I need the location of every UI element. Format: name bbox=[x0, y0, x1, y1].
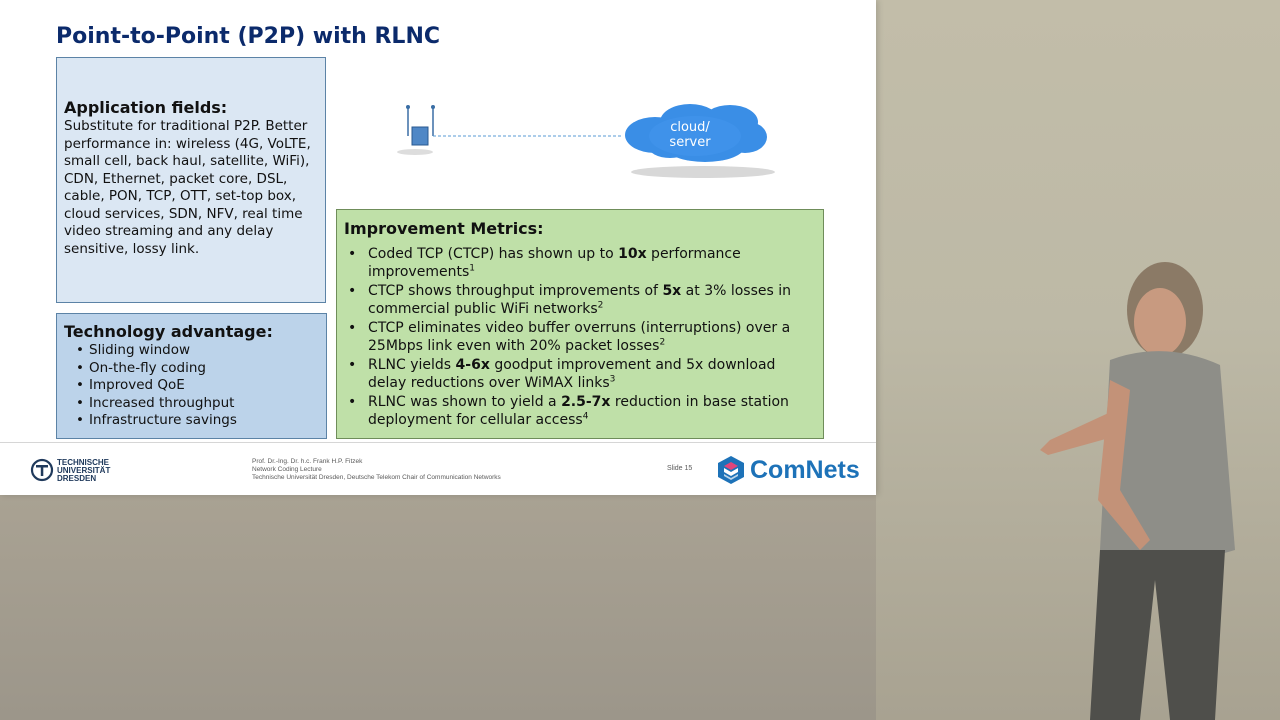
technology-advantage-box bbox=[56, 313, 327, 439]
list-item: • Sliding window bbox=[64, 342, 320, 360]
list-item: • RLNC was shown to yield a 2.5-7x reduction in base station deployment for cellular access$^4$ bbox=[344, 393, 815, 429]
application-heading: Application fields: bbox=[64, 98, 228, 117]
slide-number: Slide 15 bbox=[667, 465, 693, 472]
presentation-slide bbox=[0, 0, 876, 495]
projection-wall-below bbox=[0, 495, 876, 720]
list-item: • Infrastructure savings bbox=[64, 412, 320, 430]
comnets-brand: ComNets bbox=[750, 456, 860, 484]
list-item: • CTCP eliminates video buffer overruns (interruptions) over a 25Mbps link even with 20% packet losses$^2$ bbox=[344, 319, 815, 355]
university-line1: TECHNISCHE bbox=[57, 458, 110, 467]
slide-title: Point-to-Point (P2P) with RLNC bbox=[56, 24, 441, 49]
list-item: • Coded TCP (CTCP) has shown up to 10x performance improvements$^1$ bbox=[344, 245, 815, 281]
presenter-name: Prof. Dr.-Ing. Dr. h.c. Frank H.P. Fitzek bbox=[252, 458, 363, 465]
p2p-diagram-graphic bbox=[395, 100, 785, 190]
network-diagram bbox=[395, 100, 785, 190]
tu-dresden-logo-icon bbox=[30, 458, 54, 482]
list-item: • On-the-fly coding bbox=[64, 360, 320, 378]
lecture-name: Network Coding Lecture bbox=[252, 466, 322, 473]
university-line3: DRESDEN bbox=[57, 474, 97, 483]
university-name bbox=[57, 459, 110, 483]
list-item: • Increased throughput bbox=[64, 395, 320, 413]
cloud-label-line2: server bbox=[669, 135, 711, 150]
affiliation: Technische Universität Dresden, Deutsche Telekom Chair of Communication Networks bbox=[252, 474, 501, 481]
presenter-figure bbox=[990, 250, 1270, 720]
footer-info bbox=[252, 458, 501, 482]
footer-divider bbox=[0, 442, 876, 443]
metrics-list bbox=[344, 245, 815, 429]
metrics-heading: Improvement Metrics: bbox=[344, 219, 544, 238]
application-body: Substitute for traditional P2P. Better performance in: wireless (4G, VoLTE, small cell, back haul, satellite, WiFi), CDN, Ethernet, packet core, DSL, cable, PON, TCP, OTT, set-top box, cloud services, SDN, NFV, real time video streaming and any delay sensitive, lossy link. bbox=[64, 118, 311, 257]
application-fields-box bbox=[56, 57, 326, 303]
technology-heading: Technology advantage: bbox=[64, 322, 273, 341]
list-item: • Improved QoE bbox=[64, 377, 320, 395]
technology-list bbox=[64, 342, 320, 430]
list-item: • CTCP shows throughput improvements of 5x at 3% losses in commercial public WiFi networks$^2$ bbox=[344, 282, 815, 318]
university-line2: UNIVERSITÄT bbox=[57, 466, 111, 475]
list-item: • RLNC yields 4-6x goodput improvement and 5x download delay reductions over WiMAX links$^3$ bbox=[344, 356, 815, 392]
cloud-label-line1: cloud/ bbox=[670, 120, 710, 135]
improvement-metrics-box bbox=[336, 209, 824, 439]
comnets-logo-icon bbox=[716, 455, 746, 485]
cloud-label bbox=[665, 120, 715, 150]
